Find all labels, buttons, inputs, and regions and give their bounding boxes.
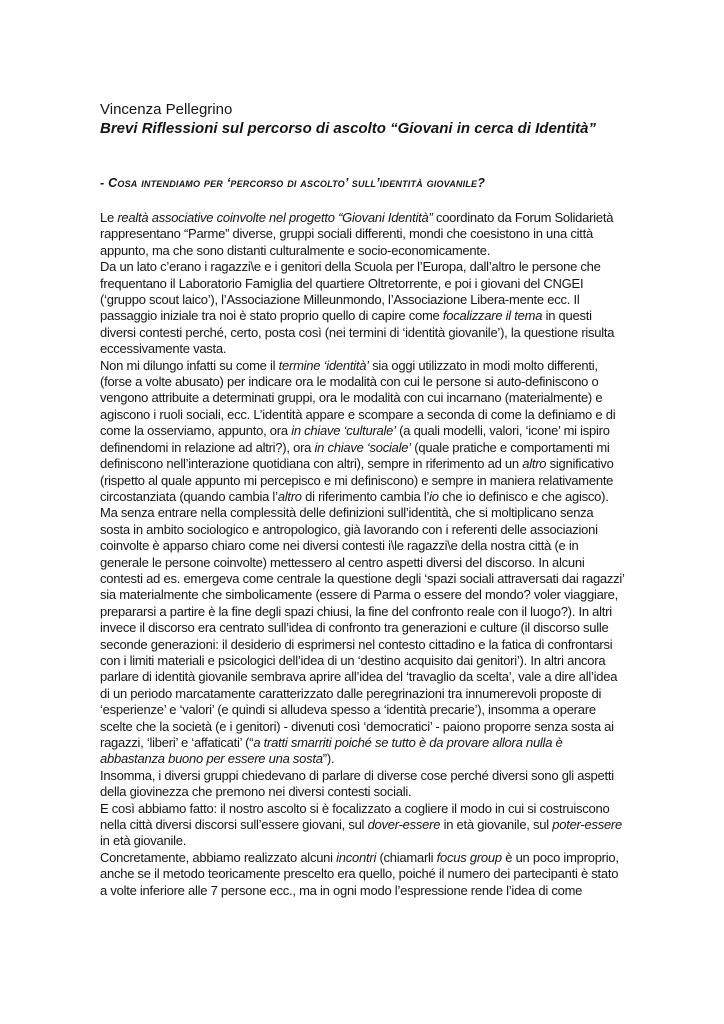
section-heading: - Cosa intendiamo per ‘percorso di ascolto’ sull’identità giovanile? <box>100 176 486 190</box>
text-segment: focus group <box>436 849 502 865</box>
text-segment: coordinato da Forum Solidarietà rappresentano “Parme” diverse, gruppi sociali differenti, mondi che coesistono in una città appunto, ma che sono distanti culturalmente e socio-economicamente. <box>100 210 614 258</box>
text-segment: focalizzare il tema <box>442 308 543 324</box>
text-segment: in questi diversi contesti perché, certo, posta così (nei termini di ‘identità giovanile’), la questione risulta eccessivamente vasta. <box>100 308 615 357</box>
text-segment: (chiamarli <box>376 849 437 865</box>
text-segment: significativo (rispetto al quale appunto mi percepisco e mi definiscono) e sempre in maniera relativamente circostanziata (quando cambia l’ <box>100 456 614 504</box>
text-segment: in età giovanile. <box>100 833 187 849</box>
paragraph <box>100 210 626 259</box>
text-segment: Le <box>100 210 118 225</box>
text-segment: in chiave ‘sociale’ <box>314 439 411 455</box>
paragraph <box>100 768 626 801</box>
text-segment: termine ‘identità’ <box>278 357 369 373</box>
text-segment: incontri <box>336 849 377 865</box>
paragraph <box>100 505 626 768</box>
text-segment: dover-essere <box>367 817 441 833</box>
text-segment: altro <box>277 488 302 504</box>
text-segment: Ma senza entrare nella complessità delle definizioni sull’identità, che si moltiplicano senza sosta in ambito sociologico e antropologico, già lavorando con i referenti delle associazioni coinvolte è apparso chiaro come nei diversi contesti i\le ragazzi\e della nostra città (e in generale le persone coinvolte) mettessero al centro aspetti diversi del discorso. In alcuni contesti ad es. emergeva come centrale la questione degli ‘spazi sociali attraversati dai ragazzi’ sia materialmente che simbolicamente (essere di Parma o essere del mondo? voler viaggiare, prepararsi a partire è la fine degli spazi chiusi, la fine del confronto reale con il luogo?). In altri invece il discorso era centrato sull’idea di confronto tra generazioni e culture (il discorso sulle seconde generazioni: il desiderio di esprimersi nel contesto cittadino e la fatica di confrontarsi con i limiti materiali e psicologici dell’idea di un ‘destino acquisito dai genitori’). In altri ancora parlare di identità giovanile sembrava aprire all’idea del ‘travaglio da scelta’, vale a dire all’idea di un periodo marcatamente caratterizzato dalle peregrinazioni tra innumerevoli proposte di ‘esperienze’ e ‘valori’ (e quindi si alludeva spesso a ‘identità precarie’), insomma a operare scelte che la società (e i genitori) - divenuti così ‘democratici’ - paiono proporre senza sosta ai ragazzi, ‘liberi’ e ‘affaticati’ (“ <box>100 505 625 750</box>
document-title: Brevi Riflessioni sul percorso di ascolto “Giovani in cerca di Identità” <box>100 120 596 137</box>
text-segment: (a quali modelli, valori, ‘icone’ mi ispiro definendomi in relazione ad altri?), ora <box>100 423 610 455</box>
text-segment: altro <box>522 456 547 472</box>
author-name: Vincenza Pellegrino <box>100 101 233 118</box>
text-segment: è un poco improprio, anche se il metodo teoricamente prescelto era quello, poiché il numero dei partecipanti è stato a volte inferiore alle 7 persone ecc., ma in ogni modo l’espressione rende l’idea di come <box>100 849 619 898</box>
text-segment: a tratti smarriti poiché se tutto è da provare allora nulla è abbastanza buono per essere una sosta <box>100 735 563 767</box>
paragraph <box>100 850 626 899</box>
text-segment: Da un lato c’erano i ragazzi\e e i genitori della Scuola per l’Europa, dall’altro le persone che frequentano il Laboratorio Famiglia del quartiere Oltretorrente, e poi i giovani del CNGEI (‘gruppo scout laico’), l’Associazione Milleunmondo, l’Associazione Libera-mente ecc. Il passaggio iniziale tra noi è stato proprio quello di capire come <box>100 259 601 324</box>
text-segment: sia oggi utilizzato in modi molto differenti, (forse a volte abusato) per indicare ora le modalità con cui le persone si auto-definiscono o vengono attribuite a determinati gruppi, ora le modalità con cui incarnano (materialmente) e agiscono i ruoli sociali, ecc. L’identità appare e scompare a seconda di come la definiamo e di come la osserviamo, appunto, ora <box>100 357 616 439</box>
text-segment: ”). <box>322 751 335 767</box>
paragraph <box>100 358 626 506</box>
text-segment: io <box>429 488 439 504</box>
text-segment: in età giovanile, sul <box>440 817 553 833</box>
text-segment: Non mi dilungo infatti su come il <box>100 357 279 373</box>
text-segment: (quale pratiche e comportamenti mi definiscono nell’interazione quotidiana con altri), sempre in riferimento ad un <box>100 439 610 472</box>
text-segment: E così abbiamo fatto: il nostro ascolto si è focalizzato a cogliere il modo in cui si costruiscono nella città diversi discorsi sull’essere giovani, sul <box>100 800 610 833</box>
text-segment: Concretamente, abbiamo realizzato alcuni <box>100 849 337 865</box>
text-segment: Insomma, i diversi gruppi chiedevano di parlare di diverse cose perché diversi sono gli aspetti della giovinezza che premono nei diversi contesti sociali. <box>100 767 614 800</box>
text-segment: che io definisco e che agisco). <box>438 488 609 504</box>
text-segment: poter-essere <box>552 817 622 833</box>
text-segment: in chiave ‘culturale’ <box>291 423 396 439</box>
paragraph <box>100 801 626 850</box>
paragraph <box>100 259 626 357</box>
text-segment: realtà associative coinvolte nel progetto “Giovani Identità” <box>117 210 433 225</box>
text-segment: di riferimento cambia l’ <box>301 488 430 504</box>
document-body <box>100 210 626 899</box>
